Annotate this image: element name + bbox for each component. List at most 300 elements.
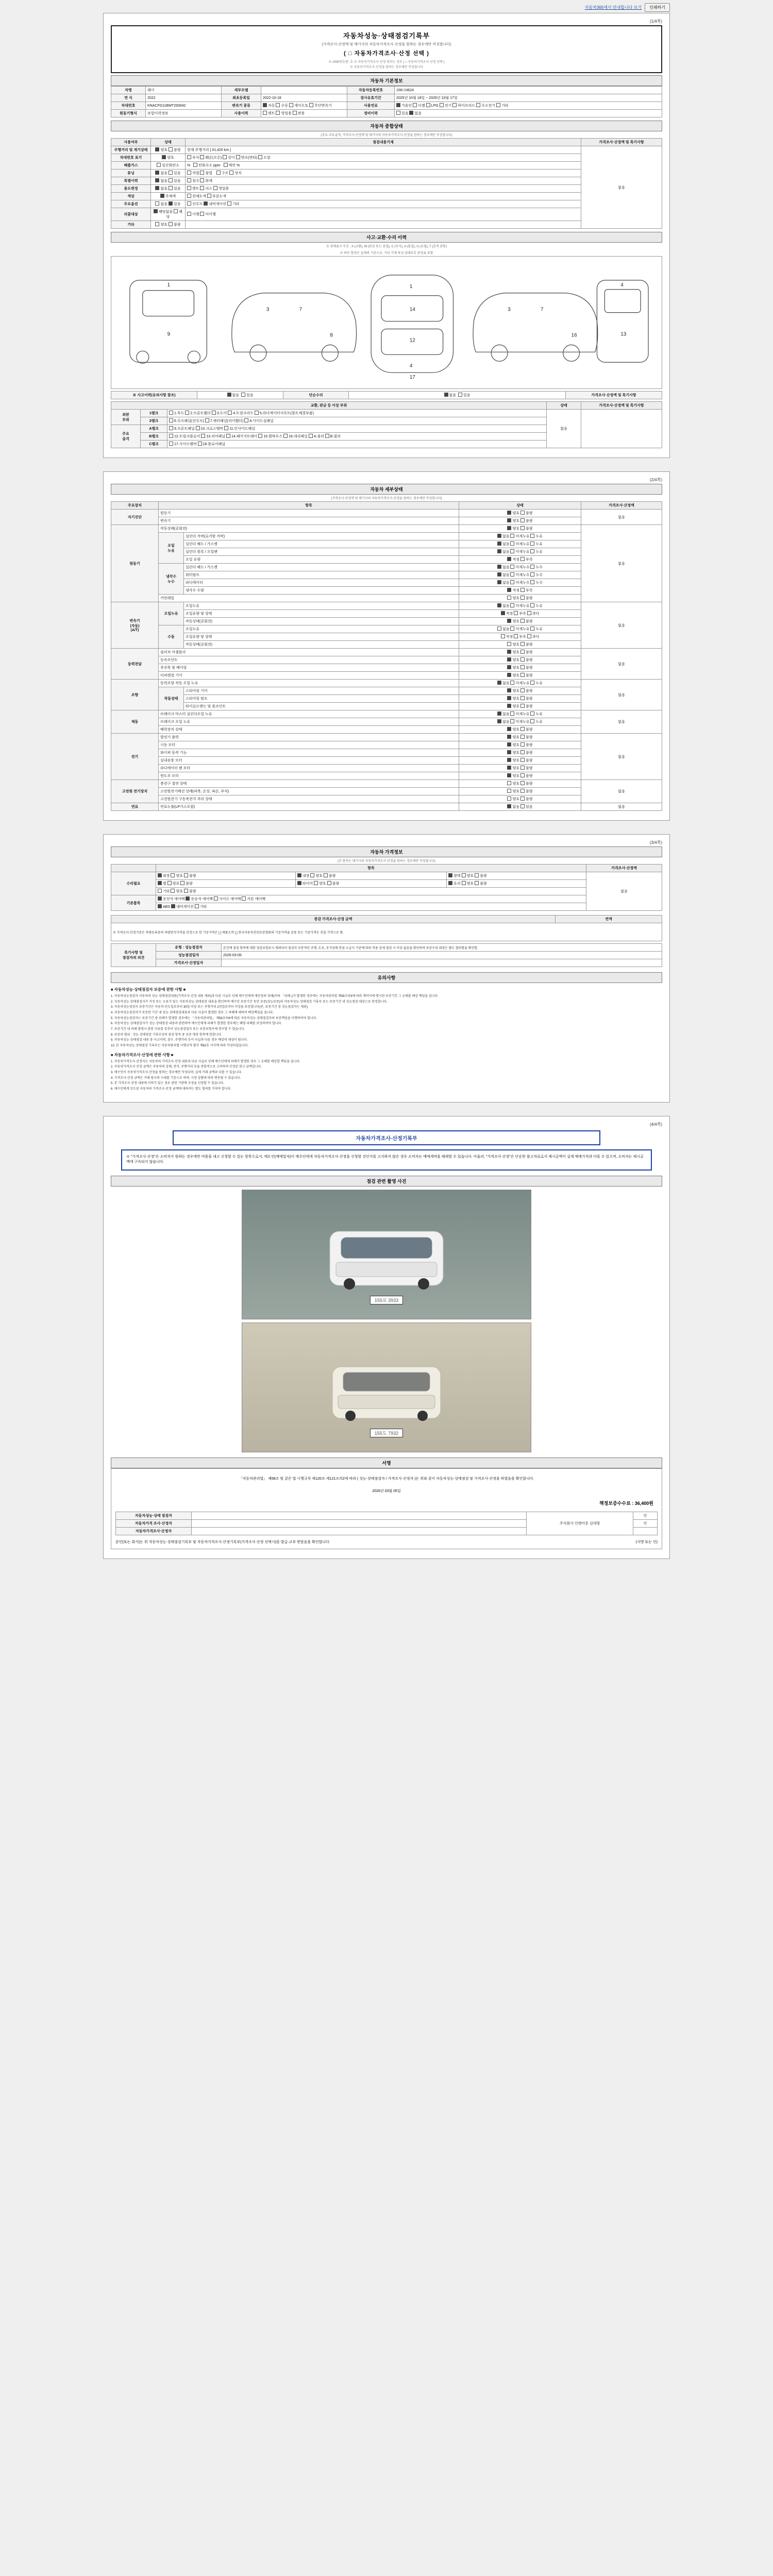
detail-row-recall-state[interactable]: 해당없음 해당 (151, 208, 186, 221)
signer-seal-2: 인 (633, 1519, 658, 1527)
item-at-oil: 오일유량 및 상태 (184, 610, 459, 618)
detail-row-usechange-label: 용도변경 (111, 185, 151, 193)
item-at-work: 작동상태(공회전) (184, 618, 459, 625)
item-mt-work: 작동상태(공회전) (184, 641, 459, 649)
basic-label-usage: 사용이력 (222, 110, 261, 117)
explain-1-7: 8. 보증의 범위 : 성능·상태점검 기록부상의 점검 항목 중 보증 대상 항목에 한합니다. (111, 1033, 222, 1037)
subgroup-mt: 수동 (159, 625, 184, 649)
item-coolant-radiator: 라디에이터 (184, 579, 459, 587)
svg-text:1: 1 (167, 282, 171, 288)
detail-row-color-label: 색상 (111, 193, 151, 200)
detail-row-etc-state[interactable]: 양호 불량 (151, 221, 186, 229)
state-cvjoint[interactable]: 양호 불량 (459, 656, 581, 664)
fuel-opt-hydrogen[interactable]: 수소전기 (476, 104, 495, 108)
remark-row1-value: 본건에 점검 항목에 대한 점검요망보시 제외되어 점검자 부분적인 주행, 도로, 부식상태 만큼 소급시 기준에 따라 적용 상세 점검 시 이상 없음을 확인하며 보증수리 대상은 별도 협의함을 확인함. (222, 944, 662, 952)
item-hv-charger: 충전구 절연 상태 (159, 780, 459, 788)
price-survey-select: ( □ 자동차가격조사·산정 선택 ) (344, 50, 429, 57)
accident-note-1: ※ 상태표시 부호 : X (교환), W (판금 또는 용접), C (부식), A (흠집), U (요철), T (흔적 관통) (326, 245, 447, 248)
document-title: 자동차성능·상태점검기록부 (343, 32, 430, 40)
state-radiatorfan[interactable]: 양호 불량 (459, 765, 581, 772)
repair-polish[interactable]: 광택 양호 불량 (447, 872, 586, 880)
price-transmission: 없음 (581, 602, 662, 649)
topbar (103, 0, 670, 13)
simple-repair-label: 단순수리 (283, 392, 349, 399)
basic-label-vin: 차대번호 (111, 102, 146, 110)
basic-value-plate: 156너4624 (395, 87, 662, 94)
signer-row3-value (192, 1527, 527, 1535)
photo-front-plate: 155로 3933 (370, 1296, 403, 1304)
explain-1-3: 4. 자동차성능점검자가 보증한 기간 내 성능·상태점검내용과 다른 사실이 발생한 경우 그 피해에 대하여 배상책임을 집니다. (111, 1011, 274, 1015)
state-at-leak[interactable]: 없음 미세누유 누유 (459, 602, 581, 610)
accident-summary-table (111, 391, 662, 399)
help-link[interactable]: 자동차365에서 안내합니다 보기 (584, 5, 642, 10)
parts-head-item: 항목 (159, 502, 459, 510)
detail-row-vin-state[interactable]: 양호 (151, 154, 186, 162)
svg-text:4: 4 (620, 282, 624, 288)
signer-seal-3 (633, 1527, 658, 1535)
structure-rank-1: 1랭크 (141, 410, 167, 417)
item-propshaft: 추진축 및 베어링 (159, 664, 459, 672)
item-at-leak: 오일누유 (184, 602, 459, 610)
final-title: 증감 가격조사·산정 금액 (111, 916, 556, 923)
car-diagram-box (111, 256, 662, 389)
signer-row3-label: 자동차가격조사·산정자 (116, 1527, 192, 1535)
detail-row-option-label: 주요옵션 (111, 200, 151, 208)
section-detail-title: 자동차 종합상태 (111, 121, 662, 131)
state-wiper[interactable]: 양호 불량 (459, 749, 581, 757)
basic-value-submodel (261, 87, 347, 94)
item-diffgear: 디퍼렌셜 기어 (159, 672, 459, 680)
item-steer-leak: 동력조향 작동 오일 누유 (159, 680, 459, 687)
car-photo-rear-illustration (309, 1344, 464, 1431)
basic-label-submodel: 세부모델 (222, 87, 261, 94)
item-brake-oil: 브레이크 오일 누유 (159, 718, 459, 726)
car-photo-front-illustration (309, 1211, 464, 1298)
detail-row-color-state[interactable]: 무채색 (151, 193, 186, 200)
explain-2-2: 3. 매수인이 자동차가격조사·산정을 원하는 경우에만 작성되며, 실제 거래 금액과 다를 수 있습니다. (111, 1071, 242, 1075)
price-table (111, 864, 662, 911)
state-steer-tierod[interactable]: 양호 불량 (459, 703, 581, 710)
fee-value: 36,400원 (634, 1500, 653, 1506)
state-engine-oillevel[interactable]: 적정 부족 (459, 556, 581, 564)
document-subtitle: (가격조사·산정액 및 매기사의 자동차가격조사·산정을 원하는 경우에만 작성합니다) (322, 43, 451, 46)
basic-label-fuel: 사용연료 (347, 102, 395, 110)
item-mt-oil: 오일유량 및 상태 (184, 633, 459, 641)
basic-value-usage (261, 110, 347, 117)
detail-row-usechange-content[interactable]: 렌트 리스 영업용 (186, 185, 581, 193)
state-at-work[interactable]: 양호 불량 (459, 618, 581, 625)
svg-text:8: 8 (330, 332, 333, 338)
basic-label-year: 연 식 (111, 94, 146, 102)
structure-rank-c-items[interactable]: 17.사이드멤버 18.플로어패널 (167, 440, 547, 448)
state-steer-leak[interactable]: 없음 미세누유 누유 (459, 680, 581, 687)
price-head-amount: 가격조사·산정액 (586, 865, 662, 872)
detail-row-emission-label: 배출가스 (111, 162, 151, 170)
parts-head-group: 주요장치 (111, 502, 159, 510)
item-steer-tierod: 타이로드엔드 및 볼조인트 (184, 703, 459, 710)
simple-repair-value[interactable]: 없음 있음 (349, 392, 566, 399)
subgroup-coolant: 냉각수 누수 (159, 564, 184, 595)
signer-row2-value (192, 1519, 527, 1527)
structure-rank-a-items[interactable]: 9.프론트패널 10.크로스멤버 11.인사이드패널 (167, 425, 547, 433)
section-parts-title: 자동차 세부상태 (111, 484, 662, 495)
group-fuel: 연료 (111, 803, 159, 811)
transmission-opt-auto[interactable]: 자동 (263, 104, 275, 108)
state-clutch[interactable]: 양호 불량 (459, 649, 581, 656)
state-engine-commonrail[interactable]: 양호 불량 (459, 595, 581, 602)
structure-main-label: 주요 골격 (111, 425, 141, 448)
basic-label-plate: 자동차등록번호 (347, 87, 395, 94)
svg-text:12: 12 (409, 337, 415, 344)
basic-value-carname: 레이 (146, 87, 222, 94)
section-price-note: (주 항목은 매기사의 자동차가격조사·산정을 원하는 경우에만 작성합니다) (338, 860, 435, 863)
state-selfdiag-trans[interactable]: 양호 불량 (459, 517, 581, 525)
explain-1-8: 9. 자동차성능·상태점검 내용 중 사고이력, 침수, 주행거리 등이 사실과 다른 경우 배상의 대상이 됩니다. (111, 1039, 248, 1042)
accident-history-label: ※ 사고이력(유의사항 참조) (111, 392, 197, 399)
accident-note-2: ※ 하부 항목은 실제의 기준으로, 기타 기재 특성 상태부호 판정표 포함 (340, 252, 433, 255)
item-clutch: 클러치 어셈블리 (159, 649, 459, 656)
state-mt-leak[interactable]: 없음 미세누유 누유 (459, 625, 581, 633)
item-windowmotor: 윈도우 모터 (159, 772, 459, 780)
item-mt-leak: 오일누유 (184, 625, 459, 633)
state-brake-oil[interactable]: 없음 미세누유 누유 (459, 718, 581, 726)
accident-history-value[interactable]: 없음 있음 (197, 392, 283, 399)
group-electric: 전기 (111, 734, 159, 780)
svg-text:7: 7 (540, 307, 544, 313)
price-repair-label: 수리필요 (111, 872, 156, 895)
item-engine-oillevel: 오일 유량 (184, 556, 459, 564)
price-fuel: 없음 (581, 803, 662, 811)
insurance-label: 보험이력정보 (147, 112, 169, 115)
page-number-3: (3/4쪽) (649, 840, 662, 845)
item-coolant-level: 냉각수 수량 (184, 587, 459, 595)
svg-text:3: 3 (266, 307, 270, 313)
price-record-title: 자동차가격조사·산정기록부 (173, 1130, 600, 1145)
basic-label-engine: 원동기형식 (111, 110, 146, 117)
explain-2-1: 2. 자동차가격조사·산정 금액은 자동차의 상태, 연식, 주행거리 등을 종합적으로 고려하여 산정된 참고 금액입니다. (111, 1065, 262, 1069)
accident-price-note: 가격조사·산정액 및 특기사항 (566, 392, 662, 399)
group-transmission: 변속기 (자동) (A/T) (111, 602, 159, 649)
section-basic-title: 자동차 기본정보 (111, 75, 662, 86)
detail-row-tuning-state[interactable]: 없음 있음 (151, 170, 186, 177)
detail-row-color-content[interactable]: 전체도색 부분도색 (186, 193, 581, 200)
detail-row-mileage-content: 현재 주행거리 [ 01,420 km ] (186, 146, 581, 154)
state-mt-work[interactable]: 양호 불량 (459, 641, 581, 649)
price-hv: 없음 (581, 780, 662, 803)
structure-rank-b-items[interactable]: 12.트렁크플로어 13.리어패널 14.패키지트레이 15.휠하우스 16.대쉬패널 A.필러 B.필러 (167, 433, 547, 440)
item-brake-master: 브레이크 마스터 실린더오일 누유 (159, 710, 459, 718)
structure-price-value (581, 410, 662, 448)
fuel-opt-hybrid[interactable]: 하이브리드 (452, 104, 475, 108)
basic-label-transmission: 변속기 종류 (222, 102, 261, 110)
state-engine-idle[interactable]: 양호 불량 (459, 525, 581, 533)
detail-row-option-state[interactable]: 없음 있음 (151, 200, 186, 208)
basic-label-regdate: 최초등록일 (222, 94, 261, 102)
structure-rank-a: A랭크 (141, 425, 167, 433)
signer-table (115, 1512, 658, 1535)
section-detail-note: (주요·주요골격, 가격조사·산정액 및 매기사의 자동차가격조사·산정을 원하는 경우에만 작성합니다) (321, 134, 452, 137)
item-brake-booster: 배력장치 상태 (159, 726, 459, 734)
item-alternator: 발전기 출력 (159, 734, 459, 741)
explain-2-3: 4. 가격조사·산정 금액은 거래 당시의 시세를 기준으로 하며, 시장 상황에 따라 변동될 수 있습니다. (111, 1076, 241, 1080)
state-coolant-pump[interactable]: 없음 미세누수 누수 (459, 571, 581, 579)
price-selfdiag: 없음 (581, 510, 662, 525)
remark-label: 특기사항 및 점검자의 의견 (111, 944, 156, 967)
item-selfdiag-engine: 원동기 (159, 510, 459, 517)
page-number-2: (2/4쪽) (649, 478, 662, 483)
explain-head-2: ■ 자동차가격조사·산정에 관한 사항 ■ (111, 1052, 174, 1057)
repair-etc[interactable]: 기타 양호 불량 (156, 888, 586, 895)
item-coolant-pump: 워터펌프 (184, 571, 459, 579)
transmission-opt-semi[interactable]: 세미오토 (289, 104, 308, 108)
fuel-opt-ev[interactable]: 전기 (440, 104, 452, 108)
explain-1-9: 10. 본 자동차성능·상태점검 기록부는 자동차관리법 시행규칙 별지 제82호 서식에 따라 작성되었습니다. (111, 1044, 249, 1048)
transmission-opt-manual[interactable]: 수동 (276, 104, 288, 108)
signer-seal-1: 인 (633, 1512, 658, 1519)
basic-items-1[interactable]: 운전석 에어백 동승석 에어백 사이드 에어백 커튼 에어백 (156, 895, 586, 903)
detail-row-special-content[interactable]: 침수 화재 (186, 177, 581, 185)
fuel-opt-diesel[interactable]: 디젤 (413, 104, 425, 108)
explain-1-6: 7. 보증기간 내 피해 발생시 관련 서류를 갖추어 성능점검업자 또는 보증보험사에 청구할 수 있습니다. (111, 1028, 245, 1031)
explain-1-5: 6. 자동차성능·상태점검자가 성능·상태점검 내용과 관련하여 매수인에게 피해가 발생한 경우에는 해당 피해를 보상하여야 합니다. (111, 1022, 282, 1026)
final-footer-text: 본인(또는 회사)는 위 자동차성능·상태점검기록부 및 자동차가격조사·산정기록부(가격조사·산정 선택시)를 발급·교부 받았음을 확인합니다. (115, 1540, 330, 1544)
item-engine-head: 실린더 헤드 / 가스켓 (184, 540, 459, 548)
detail-row-special-label: 특별이력 (111, 177, 151, 185)
remark-row3-value (222, 959, 662, 967)
detail-head-price: 가격조사·산정액 및 특기사항 (581, 139, 662, 146)
document-title-block (111, 25, 662, 73)
signer-company: 주식회사 인앤아웃 김대형 (527, 1512, 633, 1535)
remark-row2-value: 2026-03-05 (222, 952, 662, 959)
structure-outer-label: 외판 부위 (111, 410, 141, 425)
fee-line: 책정보증수수료 : 36,400원 (599, 1500, 653, 1506)
photo-rear (242, 1323, 531, 1452)
remark-table (111, 943, 662, 967)
detail-row-tuning-label: 튜닝 (111, 170, 151, 177)
signature-date: 2026년 03월 05일 (372, 1489, 401, 1493)
usage-opt-biz[interactable]: 영업용 (276, 112, 291, 115)
section-parts-note: (가격조사·산정액 및 매기사의 자동차가격조사·산정을 원하는 경우에만 작성합니다) (331, 497, 442, 501)
subgroup-steer: 작동상태 (159, 687, 184, 710)
photo-section-title: 점검 관련 촬영 사진 (111, 1176, 662, 1187)
sheet-page-2 (103, 471, 670, 821)
explain-1-4: 5. 자동차성능점검자는 보증기간 중 피해가 발생한 경우에는 「자동차관리법」 제58조의4에 따른 자동차성능·상태점검자의 보증책임을 이행하여야 합니다. (111, 1016, 317, 1020)
svg-text:1: 1 (409, 283, 413, 290)
price-steering: 없음 (581, 680, 662, 710)
detail-price-column: 없음 (581, 146, 662, 229)
signer-row1-value (192, 1512, 527, 1519)
group-hv: 고전원 전기장치 (111, 780, 159, 803)
structure-title: 교환, 판금 등 이상 부위 (111, 402, 547, 410)
state-blower[interactable]: 양호 불량 (459, 757, 581, 765)
signature-block (111, 1468, 662, 1549)
basic-info-table (111, 86, 662, 117)
svg-text:7: 7 (299, 307, 303, 313)
structure-status-head: 상태 (547, 402, 581, 410)
detail-row-recall-content[interactable]: 이행 미이행 (186, 208, 581, 221)
detail-head-use: 사용여부 (111, 139, 151, 146)
basic-label-carname: 차명 (111, 87, 146, 94)
transmission-opt-cvt[interactable]: 무단변속기 (309, 104, 332, 108)
repair-tire[interactable]: 타이어 양호 불량 (295, 880, 446, 888)
repair-wheel[interactable]: 휠 양호 불량 (156, 880, 296, 888)
explain-1-2: 3. 자동차성능점검자 보증기간은 자동차 인도일로부터 30일 이상 또는 주행거리 2천킬로미터 이상을 보증합니다(단, 보증기간 중 성능점검자는 제외). (111, 1006, 309, 1009)
remark-row1-label: 유형 : 성능점검자 (156, 944, 222, 952)
state-hv-wiring[interactable]: 양호 불량 (459, 788, 581, 795)
item-hv-battery: 고전원전기 구동축전지 격리 상태 (159, 795, 459, 803)
basic-value-vin: KNACFG11BMT293042 (146, 102, 222, 110)
fuel-opt-lpg[interactable]: LPG (426, 104, 439, 108)
svg-text:3: 3 (508, 307, 511, 313)
parts-table (111, 501, 662, 811)
state-mt-oil[interactable]: 적정 부족 과다 (459, 633, 581, 641)
state-coolant-head[interactable]: 없음 미세누수 누수 (459, 564, 581, 571)
state-alternator[interactable]: 양호 불량 (459, 734, 581, 741)
state-at-oil[interactable]: 적정 부족 과다 (459, 610, 581, 618)
price-record-warning: ※ "가격조사·산정"은 소비자가 원하는 경우에만 비용을 내고 신청할 수 있는 항목으로서, 매도인(매매업자)이 매수인에게 자동차가격조사·산정을 신청할 것인지를 고지하지 않은 경우 소비자는 매매계약을 해제할 수 있습니다. 아울러, "가격조사·산정"은 단순한 참고자료로서 제시금액이 실제 매매가격과 다를 수 있으며, 소비자는 제시금액에 구속되지 않습니다. (121, 1149, 652, 1171)
fuel-opt-etc[interactable]: 기타 (496, 104, 509, 108)
group-steering: 조향 (111, 680, 159, 710)
structure-rank-2: 2랭크 (141, 417, 167, 425)
item-blower: 실내송풍 모터 (159, 757, 459, 765)
structure-rank-2-items[interactable]: 6.루프패널(선루프) 7.쿼터패널(리어휀더) 8.사이드실패널 (167, 417, 547, 425)
item-radiatorfan: 라디에이터 팬 모터 (159, 765, 459, 772)
signer-row1-label: 자동차성능·상태 점검자 (116, 1512, 192, 1519)
group-engine: 원동기 (111, 525, 159, 602)
state-coolant-level[interactable]: 적정 부족 (459, 587, 581, 595)
explain-title: 유의사항 (111, 972, 662, 983)
detail-row-vin-label: 차대번호 표기 (111, 154, 151, 162)
state-steer-gear[interactable]: 양호 불량 (459, 687, 581, 695)
detail-row-etc-content (186, 221, 581, 229)
final-right: 연액 (556, 916, 662, 923)
usage-opt-rent[interactable]: 렌트 (263, 112, 275, 115)
photo-rear-plate: 155도 7932 (370, 1429, 403, 1437)
remark-row3-label: 가격조사·산정일자 (156, 959, 222, 967)
group-selfdiag: 자기진단 (111, 510, 159, 525)
state-hv-battery[interactable]: 양호 불량 (459, 795, 581, 803)
explain-1-1: 2. 자동차성능·상태점검자가 거짓 또는 오류가 있는 자동차성능·상태점검 내용을 확인하여 매수인 보증기간 동안 보증(성능보증)의 자동차성능·상태점검 기록부 또는 보증기간 내 성능점검 대상으로 한정합니다. (111, 1000, 388, 1004)
final-footer-sign: (서명 또는 인) (635, 1540, 658, 1544)
detail-row-emission-state[interactable]: 일산화탄소 (151, 162, 186, 170)
state-fuel-leak[interactable]: 없음 있음 (459, 803, 581, 811)
detail-row-mileage-state[interactable]: 양호 불량 (151, 146, 186, 154)
price-engine: 없음 (581, 525, 662, 602)
detail-row-recall-label: 리콜대상 (111, 208, 151, 221)
svg-text:13: 13 (620, 331, 627, 337)
detail-head-state: 상태 (151, 139, 186, 146)
print-button[interactable]: 인쇄하기 (645, 3, 670, 12)
item-wiper: 와이퍼 동작 기능 (159, 749, 459, 757)
state-coolant-radiator[interactable]: 없음 미세누수 누수 (459, 579, 581, 587)
detail-row-mileage-label: 주행거리 및 계기상태 (111, 146, 151, 154)
basic-label-inspection: 검사유효기간 (347, 94, 395, 102)
repair-interior[interactable]: 내장 양호 불량 (295, 872, 446, 880)
detail-row-usechange-state[interactable]: 없음 있음 (151, 185, 186, 193)
state-engine-head[interactable]: 없음 미세누유 누유 (459, 540, 581, 548)
explain-2-5: 6. 매수인에게 인도된 자동차의 가격조사·산정 금액에 대하여는 별도 협의를 거쳐야 합니다. (111, 1088, 231, 1091)
item-cvjoint: 등속조인트 (159, 656, 459, 664)
detail-row-emission-content: % 탄화수소 ppm 매연 % (186, 162, 581, 170)
price-basic-label: 기본품목 (111, 895, 156, 911)
sheet-page-1 (103, 13, 670, 458)
state-steer-pump[interactable]: 양호 불량 (459, 695, 581, 703)
final-body: ※ 가격조사·산정기준은 차량등록증의 차량연식가격을 산정으로 한 기준가격은 [ ] 제품소비 [ ] 한국자동차진단보증협회의 기준가격을 준용 또는 기준가격은 산출 가격으로 함. (111, 923, 662, 941)
signature-section-title: 서명 (111, 1458, 662, 1468)
price-head-item: 항목 (156, 865, 586, 872)
basic-value-regdate: 2022-10-18 (261, 94, 347, 102)
parts-head-price: 가격조사·산정액 (581, 502, 662, 510)
price-powertrain: 없음 (581, 649, 662, 680)
explain-head-1: ■ 자동차성능·상태점검자 보증에 관한 사항 ■ (111, 987, 186, 992)
repair-glass[interactable]: 유리 양호 불량 (447, 880, 586, 888)
item-engine-commonrail: 커먼레일 (159, 595, 459, 602)
usage-opt-gov[interactable]: 관용 (293, 112, 305, 115)
repair-exterior[interactable]: 외장 양호 불량 (156, 872, 296, 880)
detail-row-tuning-content[interactable]: 적법 불법 구조 장치 (186, 170, 581, 177)
final-price-table (111, 915, 662, 941)
explain-2-4: 5. 본 가격조사·산정 내용에 이의가 있는 경우 관련 기관에 조정을 신청할 수 있습니다. (111, 1082, 224, 1086)
basic-items-2[interactable]: ABS 내비게이션 기타 (156, 903, 586, 911)
state-hv-charger[interactable]: 양호 불량 (459, 780, 581, 788)
maint-opt-yes[interactable]: 있음 (396, 112, 409, 115)
maint-opt-no[interactable]: 없음 (409, 112, 422, 115)
item-steer-pump: 스티어링 펌프 (184, 695, 459, 703)
title-note-2: ※ 자동차가격조사·산정을 원하는 경우에만 작성합니다 (349, 66, 424, 69)
svg-text:9: 9 (167, 331, 171, 337)
section-accident-title: 사고·교환·수리 이력 (111, 232, 662, 243)
detail-row-vin-content[interactable]: 부식 훼손(오손) 상이 변조(변타) 도말 (186, 154, 581, 162)
detail-row-option-content[interactable]: 선루프 내비게이션 기타 (186, 200, 581, 208)
group-powertrain: 동력전달 (111, 649, 159, 680)
state-propshaft[interactable]: 양호 불량 (459, 664, 581, 672)
title-note-1: ※ 2000번호판: 호 ※ 자동차가격조사·산정 원하는 경우 ( □ 자동차가격조사·산정 선택 ) (328, 61, 445, 64)
parts-head-state: 상태 (459, 502, 581, 510)
subgroup-oil: 오일 누유 (159, 533, 184, 564)
section-price-title: 자동차 가격정보 (111, 846, 662, 857)
state-engine-block[interactable]: 없음 미세누유 누유 (459, 548, 581, 556)
svg-text:16: 16 (571, 332, 577, 338)
group-brake: 제동 (111, 710, 159, 734)
basic-label-maint: 정비이력 (347, 110, 395, 117)
car-diagram (114, 260, 659, 383)
state-engine-rockercover[interactable]: 없음 미세누유 누유 (459, 533, 581, 540)
structure-table (111, 401, 662, 448)
svg-text:14: 14 (409, 307, 415, 313)
photo-front (242, 1190, 531, 1319)
state-brake-booster[interactable]: 양호 불량 (459, 726, 581, 734)
state-diffgear[interactable]: 양호 불량 (459, 672, 581, 680)
item-engine-idle: 작동상태(공회전) (159, 525, 459, 533)
state-brake-master[interactable]: 없음 미세누유 누유 (459, 710, 581, 718)
detail-row-special-state[interactable]: 없음 있음 (151, 177, 186, 185)
basic-value-engine (146, 110, 222, 117)
structure-rank-c: C랭크 (141, 440, 167, 448)
explain-1-0: 1. 자동차성능점검자 자동차의 성능·상태점검내용(가격조사·산정 내용 제외)과 다른 사실로 인해 매수인에게 재산상의 피해(이하 「피해」)가 발생한 경우에는 자동차관리법 제58조의4에 따라 계약서에 명시된 보증기간 그 손해를 배상 책임을 집니다. (111, 994, 439, 998)
item-engine-rockercover: 실린더 커버(로커암 커버) (184, 533, 459, 540)
detail-table (111, 138, 662, 229)
state-windowmotor[interactable]: 양호 불량 (459, 772, 581, 780)
signature-body: 「자동차관리법」 제58조 및 같은 법 시행규칙 제120조·제121조의2에 따라 ( 성능·상태점검자 / 가격조사·산정자 )는 위와 같이 자동차성능·상태점검 및 가격조사·산정을 하였음을 확인합니다. (239, 1477, 534, 1481)
structure-rank-1-items[interactable]: 1.후드 2.프론트휀더 3.도어 4.트렁크리드 5.라디에이터서포트(볼트체결부품) (167, 410, 547, 417)
state-starter[interactable]: 양호 불량 (459, 741, 581, 749)
item-engine-block: 실린더 블록 / 오일팬 (184, 548, 459, 556)
price-brake: 없음 (581, 710, 662, 734)
item-coolant-head: 실린더 헤드 / 가스켓 (184, 564, 459, 571)
state-selfdiag-engine[interactable]: 양호 불량 (459, 510, 581, 517)
item-steer-gear: 스티어링 기어 (184, 687, 459, 695)
fuel-opt-gasoline[interactable]: 가솔린 (396, 104, 412, 108)
